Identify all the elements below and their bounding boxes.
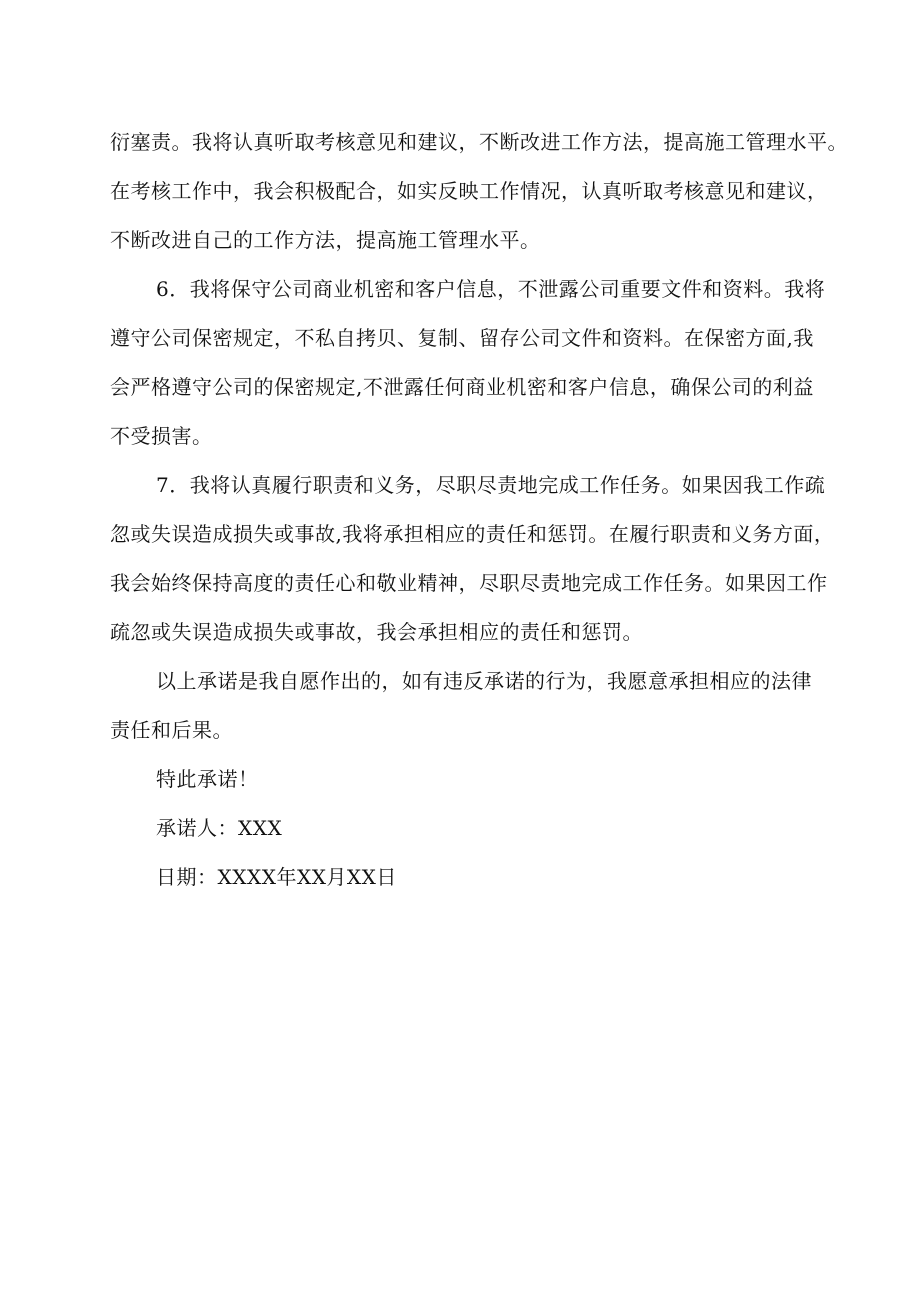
signatory-line: 承诺人：XXX [156,816,283,840]
document-body [110,118,848,902]
text-line: 以上承诺是我自愿作出的，如有违反承诺的行为，我愿意承担相应的法律 [156,669,812,693]
text-line: 不受损害。 [110,424,213,448]
text-line: 我会始终保持高度的责任心和敬业精神，尽职尽责地完成工作任务。如果因工作 [110,571,828,595]
text-line: 疏忽或失误造成损失或事故，我会承担相应的责任和惩罚。 [110,620,643,644]
closing-paragraph [110,657,810,755]
text-line: 会严格遵守公司的保密规定,不泄露任何商业机密和客户信息，确保公司的利益 [110,375,814,399]
text-line: 责任和后果。 [110,718,233,742]
text-line: 7．我将认真履行职责和义务，尽职尽责地完成工作任务。如果因我工作疏 [156,473,826,497]
paragraph-item-7 [110,461,835,657]
text-line: 不断改进自己的工作方法，提高施工管理水平。 [110,228,541,252]
special-note: 特此承诺！ [156,767,259,791]
text-line: 忽或失误造成损失或事故,我将承担相应的责任和惩罚。在履行职责和义务方面， [110,522,835,546]
text-line: 在考核工作中，我会积极配合，如实反映工作情况，认真听取考核意见和建议， [110,179,828,203]
paragraph-item-6 [110,265,826,461]
date-line: 日期：XXXX年XX月XX日 [156,865,397,889]
text-line: 6．我将保守公司商业机密和客户信息，不泄露公司重要文件和资料。我将 [156,277,826,301]
paragraph-continuation [110,118,848,265]
text-line: 遵守公司保密规定，不私自拷贝、复制、留存公司文件和资料。在保密方面,我 [110,326,814,350]
text-line: 衍塞责。我将认真听取考核意见和建议，不断改进工作方法，提高施工管理水平。 [110,130,848,154]
